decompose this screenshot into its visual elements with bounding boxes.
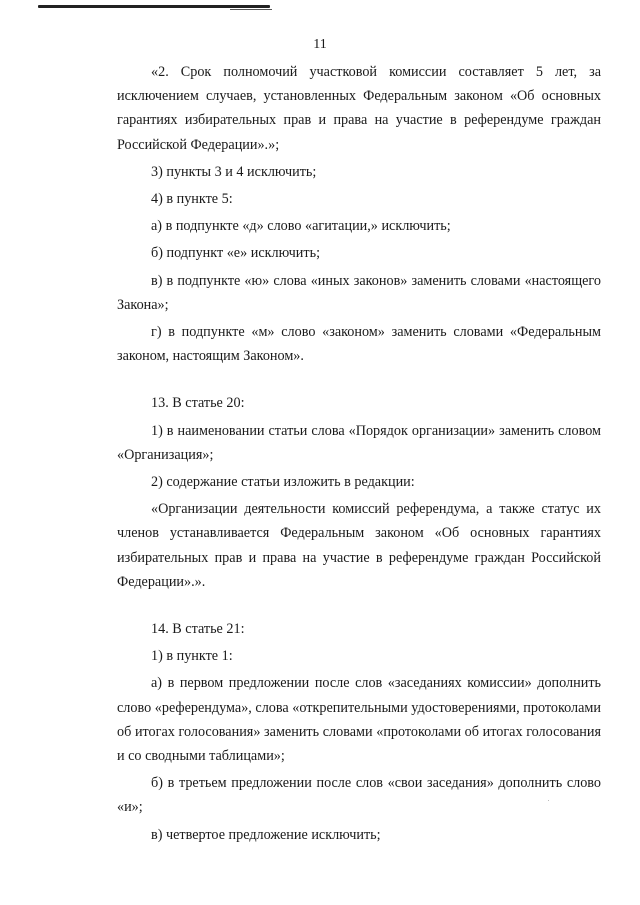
paragraph: 1) в пункте 1:	[151, 648, 233, 665]
section-gap	[117, 371, 601, 391]
scan-artifact-bar	[38, 5, 270, 8]
paragraph: а) в первом предложении после слов «заседаниях комиссии» дополнить слово «референдума», слова «открепительными удостоверениями, протоколами об итогах голосования» заменить словами «протоколами об итогах голосования и со сводными таблицами»;	[117, 675, 601, 765]
paragraph: а) в подпункте «д» слово «агитации,» исключить;	[151, 218, 451, 235]
paragraph: б) подпункт «е» исключить;	[151, 245, 321, 262]
paragraph: 2) содержание статьи изложить в редакции:	[151, 474, 415, 491]
scan-speck	[548, 800, 549, 801]
paragraph: «2. Срок полномочий участковой комиссии составляет 5 лет, за исключением случаев, установленных Федеральным законом «Об основных гарантиях избирательных прав и права на участие в референдуме граждан Российской Федерации».»;	[117, 64, 601, 153]
section-gap	[117, 597, 601, 617]
paragraph: 4) в пункте 5:	[151, 191, 233, 208]
paragraph: г) в подпункте «м» слово «законом» заменить словами «Федеральным законом, настоящим Законом».	[117, 324, 601, 365]
paragraph: в) в подпункте «ю» слова «иных законов» заменить словами «настоящего Закона»;	[117, 272, 601, 313]
paragraph: «Организации деятельности комиссий референдума, а также статус их членов устанавливается Федеральным законом «Об основных гарантиях избирательных прав и права на участие в референдуме граждан Российской Федерации».».	[117, 501, 601, 590]
section-heading: 14. В статье 21:	[151, 621, 245, 638]
paragraph: 1) в наименовании статьи слова «Порядок организации» заменить словом «Организация»;	[117, 422, 601, 463]
paragraph: 3) пункты 3 и 4 исключить;	[151, 163, 317, 180]
section-heading: 13. В статье 20:	[151, 395, 245, 412]
page-number: 11	[313, 37, 327, 52]
paragraph: в) четвертое предложение исключить;	[151, 826, 381, 843]
document-body	[117, 60, 601, 850]
scan-artifact-line	[230, 9, 272, 10]
paragraph: б) в третьем предложении после слов «свои заседания» дополнить слово «и»;	[117, 775, 601, 816]
